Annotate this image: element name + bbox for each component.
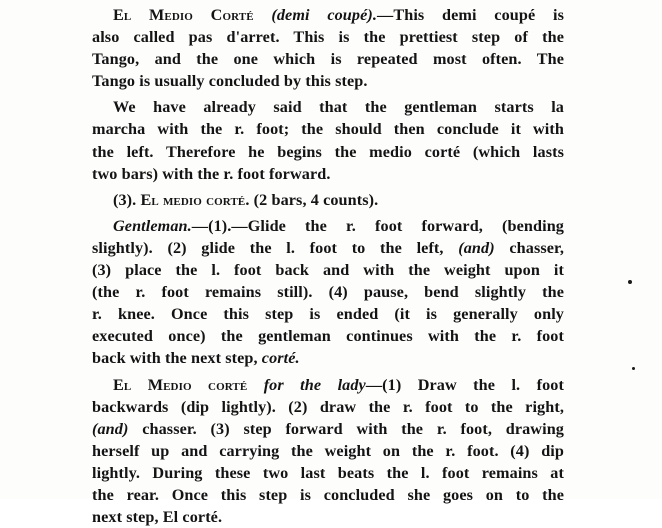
text-line (92, 70, 564, 92)
text-run: Tango, and the one which is repeated most often. The (92, 50, 564, 68)
text-run: backwards (dip lightly). (2) draw the r. foot to the right, (92, 398, 564, 416)
text-run: back with the next step, (92, 349, 262, 367)
text-line (92, 48, 564, 70)
text-line (92, 374, 564, 396)
italic-text: (and) (458, 239, 494, 257)
text-run: We have already said that the gentleman starts la (113, 98, 564, 116)
text-run (247, 376, 263, 394)
text-run: the left. Therefore he begins the medio corté (which lasts (92, 143, 564, 161)
text-run: lightly. During these two last beats the l. foot remains at (92, 464, 564, 482)
text-run: (the r. foot remains still). (4) pause, bend slightly the (92, 283, 564, 301)
text-run (254, 6, 272, 24)
text-run: executed once) the gentleman continues with the r. foot (92, 327, 564, 345)
text-line (92, 506, 564, 528)
text-run: (3) place the l. foot back and with the weight upon it (92, 261, 564, 279)
text-run: the rear. Once this step is concluded she goes on to the (92, 486, 564, 504)
text-line (92, 462, 564, 484)
text-run: r. knee. Once this step is ended (it is generally only (92, 305, 564, 323)
italic-text: corté. (262, 349, 300, 367)
text-line (92, 163, 564, 185)
text-line (92, 96, 564, 118)
italic-text: (and) (92, 420, 128, 438)
text-run: chasser. (3) step forward with the r. foot, drawing (128, 420, 564, 438)
ink-speck (628, 280, 632, 284)
ink-speck (632, 367, 635, 370)
text-line (92, 26, 564, 48)
text-line (92, 281, 564, 303)
text-line (92, 325, 564, 347)
small-caps-heading: El Medio Corté (113, 6, 254, 24)
text-line (92, 141, 564, 163)
text-run: Tango is usually concluded by this step. (92, 72, 368, 90)
text-line (92, 303, 564, 325)
italic-text: (demi coupé). (271, 6, 377, 24)
text-line (92, 189, 564, 211)
small-caps-heading: El Medio corté (113, 376, 247, 394)
text-line (92, 237, 564, 259)
text-line (92, 418, 564, 440)
text-line (92, 4, 564, 26)
text-run: (3). (113, 191, 140, 209)
text-run: —This demi coupé is (377, 6, 564, 24)
paragraph-p3 (92, 189, 564, 211)
italic-text: for the lady (264, 376, 366, 394)
text-run: herself up and carrying the weight on the r. foot. (4) dip (92, 442, 564, 460)
text-line (92, 396, 564, 418)
paragraph-p2 (92, 96, 564, 184)
text-run: slightly). (2) glide the l. foot to the left, (92, 239, 458, 257)
text-run: chasser, (495, 239, 564, 257)
text-run: marcha with the r. foot; the should then conclude it with (92, 120, 564, 138)
text-run: also called pas d'arret. This is the prettiest step of the (92, 28, 564, 46)
text-line (92, 259, 564, 281)
text-line (92, 215, 564, 237)
text-line (92, 484, 564, 506)
text-line (92, 347, 564, 369)
paragraph-p5 (92, 374, 564, 528)
text-run: (2 bars, 4 counts). (249, 191, 378, 209)
text-run: next step, El corté. (92, 508, 222, 526)
text-run: —(1).—Glide the r. foot forward, (bending (192, 217, 564, 235)
text-run: two bars) with the r. foot forward. (92, 165, 331, 183)
small-caps-heading: El medio corté. (140, 191, 249, 209)
tango-step-text (92, 4, 564, 528)
paragraph-p1 (92, 4, 564, 92)
text-run: —(1) Draw the l. foot (366, 376, 564, 394)
italic-text: Gentleman. (113, 217, 192, 235)
paragraph-p4 (92, 215, 564, 370)
text-line (92, 440, 564, 462)
text-line (92, 118, 564, 140)
